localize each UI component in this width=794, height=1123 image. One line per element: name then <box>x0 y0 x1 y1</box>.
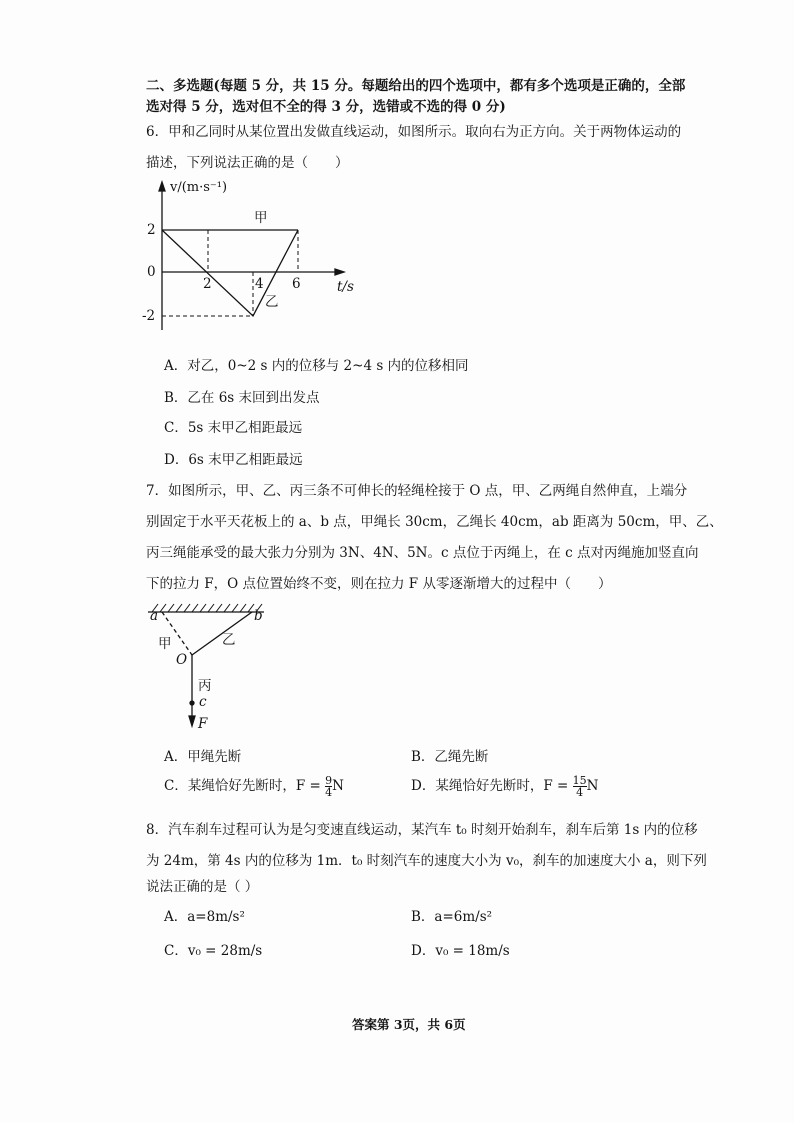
q7-option-b[interactable]: B．乙绳先断 <box>411 749 489 765</box>
x-tick: 6 <box>292 276 301 292</box>
series-label-yi: 乙 <box>265 294 279 310</box>
q6-stem-cont: 描述，下列说法正确的是（ ） <box>146 155 349 171</box>
graph-ylabel: v/(m·s⁻¹) <box>170 180 228 195</box>
q6-option-c[interactable]: C．5s 末甲乙相距最远 <box>164 420 303 436</box>
denominator: 4 <box>576 786 584 799</box>
q8-option-b[interactable]: B．a=6m/s² <box>411 909 493 925</box>
q6-stem: 6．甲和乙同时从某位置出发做直线运动，如图所示。取向右为正方向。关于两物体运动的 <box>146 124 682 140</box>
numerator: 15 <box>572 774 587 787</box>
section-heading-cont: 选对得 5 分，选对但不全的得 3 分，选错或不选的得 0 分) <box>146 99 506 115</box>
t-axis-arrow <box>335 269 344 275</box>
q7-stem-cont: 下的拉力 F，O 点位置始终不变，则在拉力 F 从零逐渐增大的过程中（ ） <box>146 576 612 592</box>
denominator: 4 <box>325 786 333 799</box>
q8-stem-cont: 说法正确的是（ ） <box>146 879 259 895</box>
q7-stem-cont: 别固定于水平天花板上的 a、b 点，甲绳长 30cm，乙绳长 40cm，ab 距离为 50cm，甲、乙、 <box>146 514 723 530</box>
unit: N <box>332 778 344 794</box>
page-footer: 答案第 3页，共 6页 <box>352 1017 466 1032</box>
q6-option-b[interactable]: B．乙在 6s 末回到出发点 <box>164 390 320 406</box>
q8-stem: 8．汽车刹车过程可认为是匀变速直线运动，某汽车 t₀ 时刻开始刹车，刹车后第 1s 内的位移 <box>146 822 698 838</box>
fraction <box>573 775 587 798</box>
q7-option-c[interactable] <box>164 774 344 798</box>
label-o: O <box>176 652 188 668</box>
y-tick: -2 <box>142 308 156 324</box>
x-tick: 2 <box>203 276 212 292</box>
unit: N <box>586 778 599 794</box>
q8-option-c[interactable]: C．v₀ = 28m/s <box>164 943 263 959</box>
vt-graph <box>159 182 344 330</box>
numerator: 9 <box>325 774 333 787</box>
option-text: D．某绳恰好先断时，F = <box>411 778 569 794</box>
label-f: F <box>198 716 208 732</box>
q7-stem-cont: 丙三绳能承受的最大张力分别为 3N、4N、5N。c 点位于丙绳上，在 c 点对丙绳施加竖直向 <box>146 545 699 561</box>
q8-stem-cont: 为 24m，第 4s 内的位移为 1m．t₀ 时刻汽车的速度大小为 v₀，刹车的加速度大小 a，则下列 <box>146 853 707 869</box>
q7-stem: 7．如图所示，甲、乙、丙三条不可伸长的轻绳栓接于 O 点，甲、乙两绳自然伸直，上端分 <box>146 483 688 499</box>
option-text: C．某绳恰好先断时，F = <box>164 778 321 794</box>
force-arrow <box>189 716 195 726</box>
graph-xlabel: t/s <box>337 279 354 295</box>
label-bing: 丙 <box>198 678 212 694</box>
q6-option-a[interactable]: A．对乙，0~2 s 内的位移与 2~4 s 内的位移相同 <box>164 358 469 374</box>
label-b: b <box>254 608 263 624</box>
y-tick: 0 <box>147 264 156 280</box>
label-yi: 乙 <box>222 632 236 648</box>
v-axis-arrow <box>159 182 165 191</box>
point-c <box>190 701 194 705</box>
q7-option-a[interactable]: A．甲绳先断 <box>164 749 242 765</box>
q8-option-a[interactable]: A．a=8m/s² <box>164 909 245 925</box>
label-jia: 甲 <box>158 636 172 652</box>
q6-option-d[interactable]: D．6s 末甲乙相距最远 <box>164 452 303 468</box>
series-label-jia: 甲 <box>254 210 268 226</box>
label-c: c <box>199 694 207 710</box>
label-a: a <box>150 608 159 624</box>
q8-option-d[interactable]: D．v₀ = 18m/s <box>411 943 510 959</box>
q7-option-d[interactable] <box>411 774 598 798</box>
section-heading: 二、多选题(每题 5 分，共 15 分。每题给出的四个选项中，都有多个选项是正确的，全部 <box>146 78 686 94</box>
x-tick: 4 <box>255 276 264 292</box>
y-tick: 2 <box>147 222 156 238</box>
ceiling-hatch <box>152 604 262 612</box>
